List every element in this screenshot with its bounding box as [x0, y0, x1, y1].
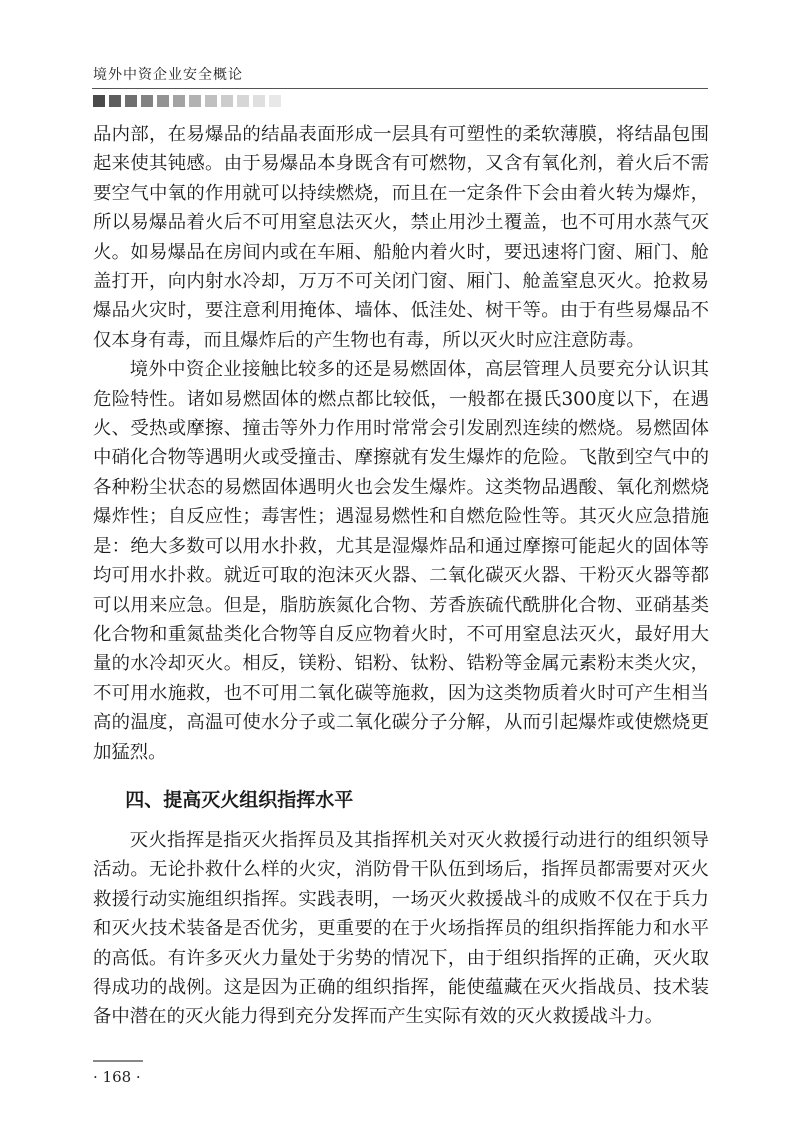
running-header-title: 境外中资企业安全概论 [93, 67, 243, 83]
header-block [253, 95, 265, 107]
header-block [189, 95, 201, 107]
header-block [269, 95, 281, 107]
paragraph-fire-command: 灭火指挥是指灭火指挥员及其指挥机关对灭火救援行动进行的组织领导活动。无论扑救什么样的火灾，消防骨干队伍到场后，指挥员都需要对灭火救援行动实施组织指挥。实践表明，一场灭火救援战斗的成败不仅在于兵力和灭火技术装备是否优劣，更重要的在于火场指挥员的组织指挥能力和水平的高低。有许多灭火力量处于劣势的情况下，由于组织指挥的正确，灭火取得成功的战例。这是因为正确的组织指挥，能使蕴藏在灭火指战员、技术装备中潜在的灭火能力得到充分发挥而产生实际有效的灭火救援战斗力。 [93, 829, 709, 1028]
paragraph-flammable-solids: 境外中资企业接触比较多的还是易燃固体，高层管理人员要充分认识其危险特性。诸如易燃固体的燃点都比较低，一般都在摄氏300度以下，在遇火、受热或摩擦、撞击等外力作用时常常会引发剧烈连续的燃烧。易燃固体中硝化合物等遇明火或受撞击、摩擦就有发生爆炸的危险。飞散到空气中的各种粉尘状态的易燃固体遇明火也会发生爆炸。这类物品遇酸、氧化剂燃烧爆炸性；自反应性；毒害性；遇湿易燃性和自燃危险性等。其灭火应急措施是：绝大多数可以用水扑救，尤其是湿爆炸品和通过摩擦可能起火的固体等均可用水扑救。就近可取的泡沫灭火器、二氧化碳灭火器、干粉灭火器等都可以用来应急。但是，脂肪族氮化合物、芳香族硫代酰肼化合物、亚硝基类化合物和重氮盐类化合物等自反应物着火时，不可用窒息法灭火，最好用大量的水冷却灭火。相反，镁粉、铝粉、钛粉、锆粉等金属元素粉末类火灾，不可用水施救，也不可用二氧化碳等施救，因为这类物质着火时可产生相当高的温度，高温可使水分子或二氧化碳分子分解，从而引起爆炸或使燃烧更加猛烈。 [93, 359, 709, 763]
header-block [221, 95, 233, 107]
header-block [237, 95, 249, 107]
header-block [109, 95, 121, 107]
body-text [93, 120, 709, 1032]
footer-rule [93, 1060, 143, 1062]
header-block [125, 95, 137, 107]
paragraph-continued: 品内部，在易爆品的结晶表面形成一层具有可塑性的柔软薄膜，将结晶包围起来使其钝感。由于易爆品本身既含有可燃物，又含有氧化剂，着火后不需要空气中氧的作用就可以持续燃烧，而且在一定条件下会由着火转为爆炸，所以易爆品着火后不可用窒息法灭火，禁止用沙土覆盖，也不可用水蒸气灭火。如易爆品在房间内或在车厢、船舱内着火时，要迅速将门窗、厢门、舱盖打开，向内射水冷却，万万不可关闭门窗、厢门、舱盖窒息灭火。抢救易爆品火灾时，要注意利用掩体、墙体、低洼处、树干等。由于有些易爆品不仅本身有毒，而且爆炸后的产生物也有毒，所以灭火时应注意防毒。 [93, 124, 709, 351]
section-heading: 四、提高灭火组织指挥水平 [125, 788, 354, 811]
header-block [93, 95, 105, 107]
header-block [205, 95, 217, 107]
header-block [173, 95, 185, 107]
header-block [141, 95, 153, 107]
page-number: · 168 · [93, 1068, 141, 1086]
header-block [157, 95, 169, 107]
header-gradient-blocks [93, 95, 281, 107]
header-rule [92, 88, 708, 89]
